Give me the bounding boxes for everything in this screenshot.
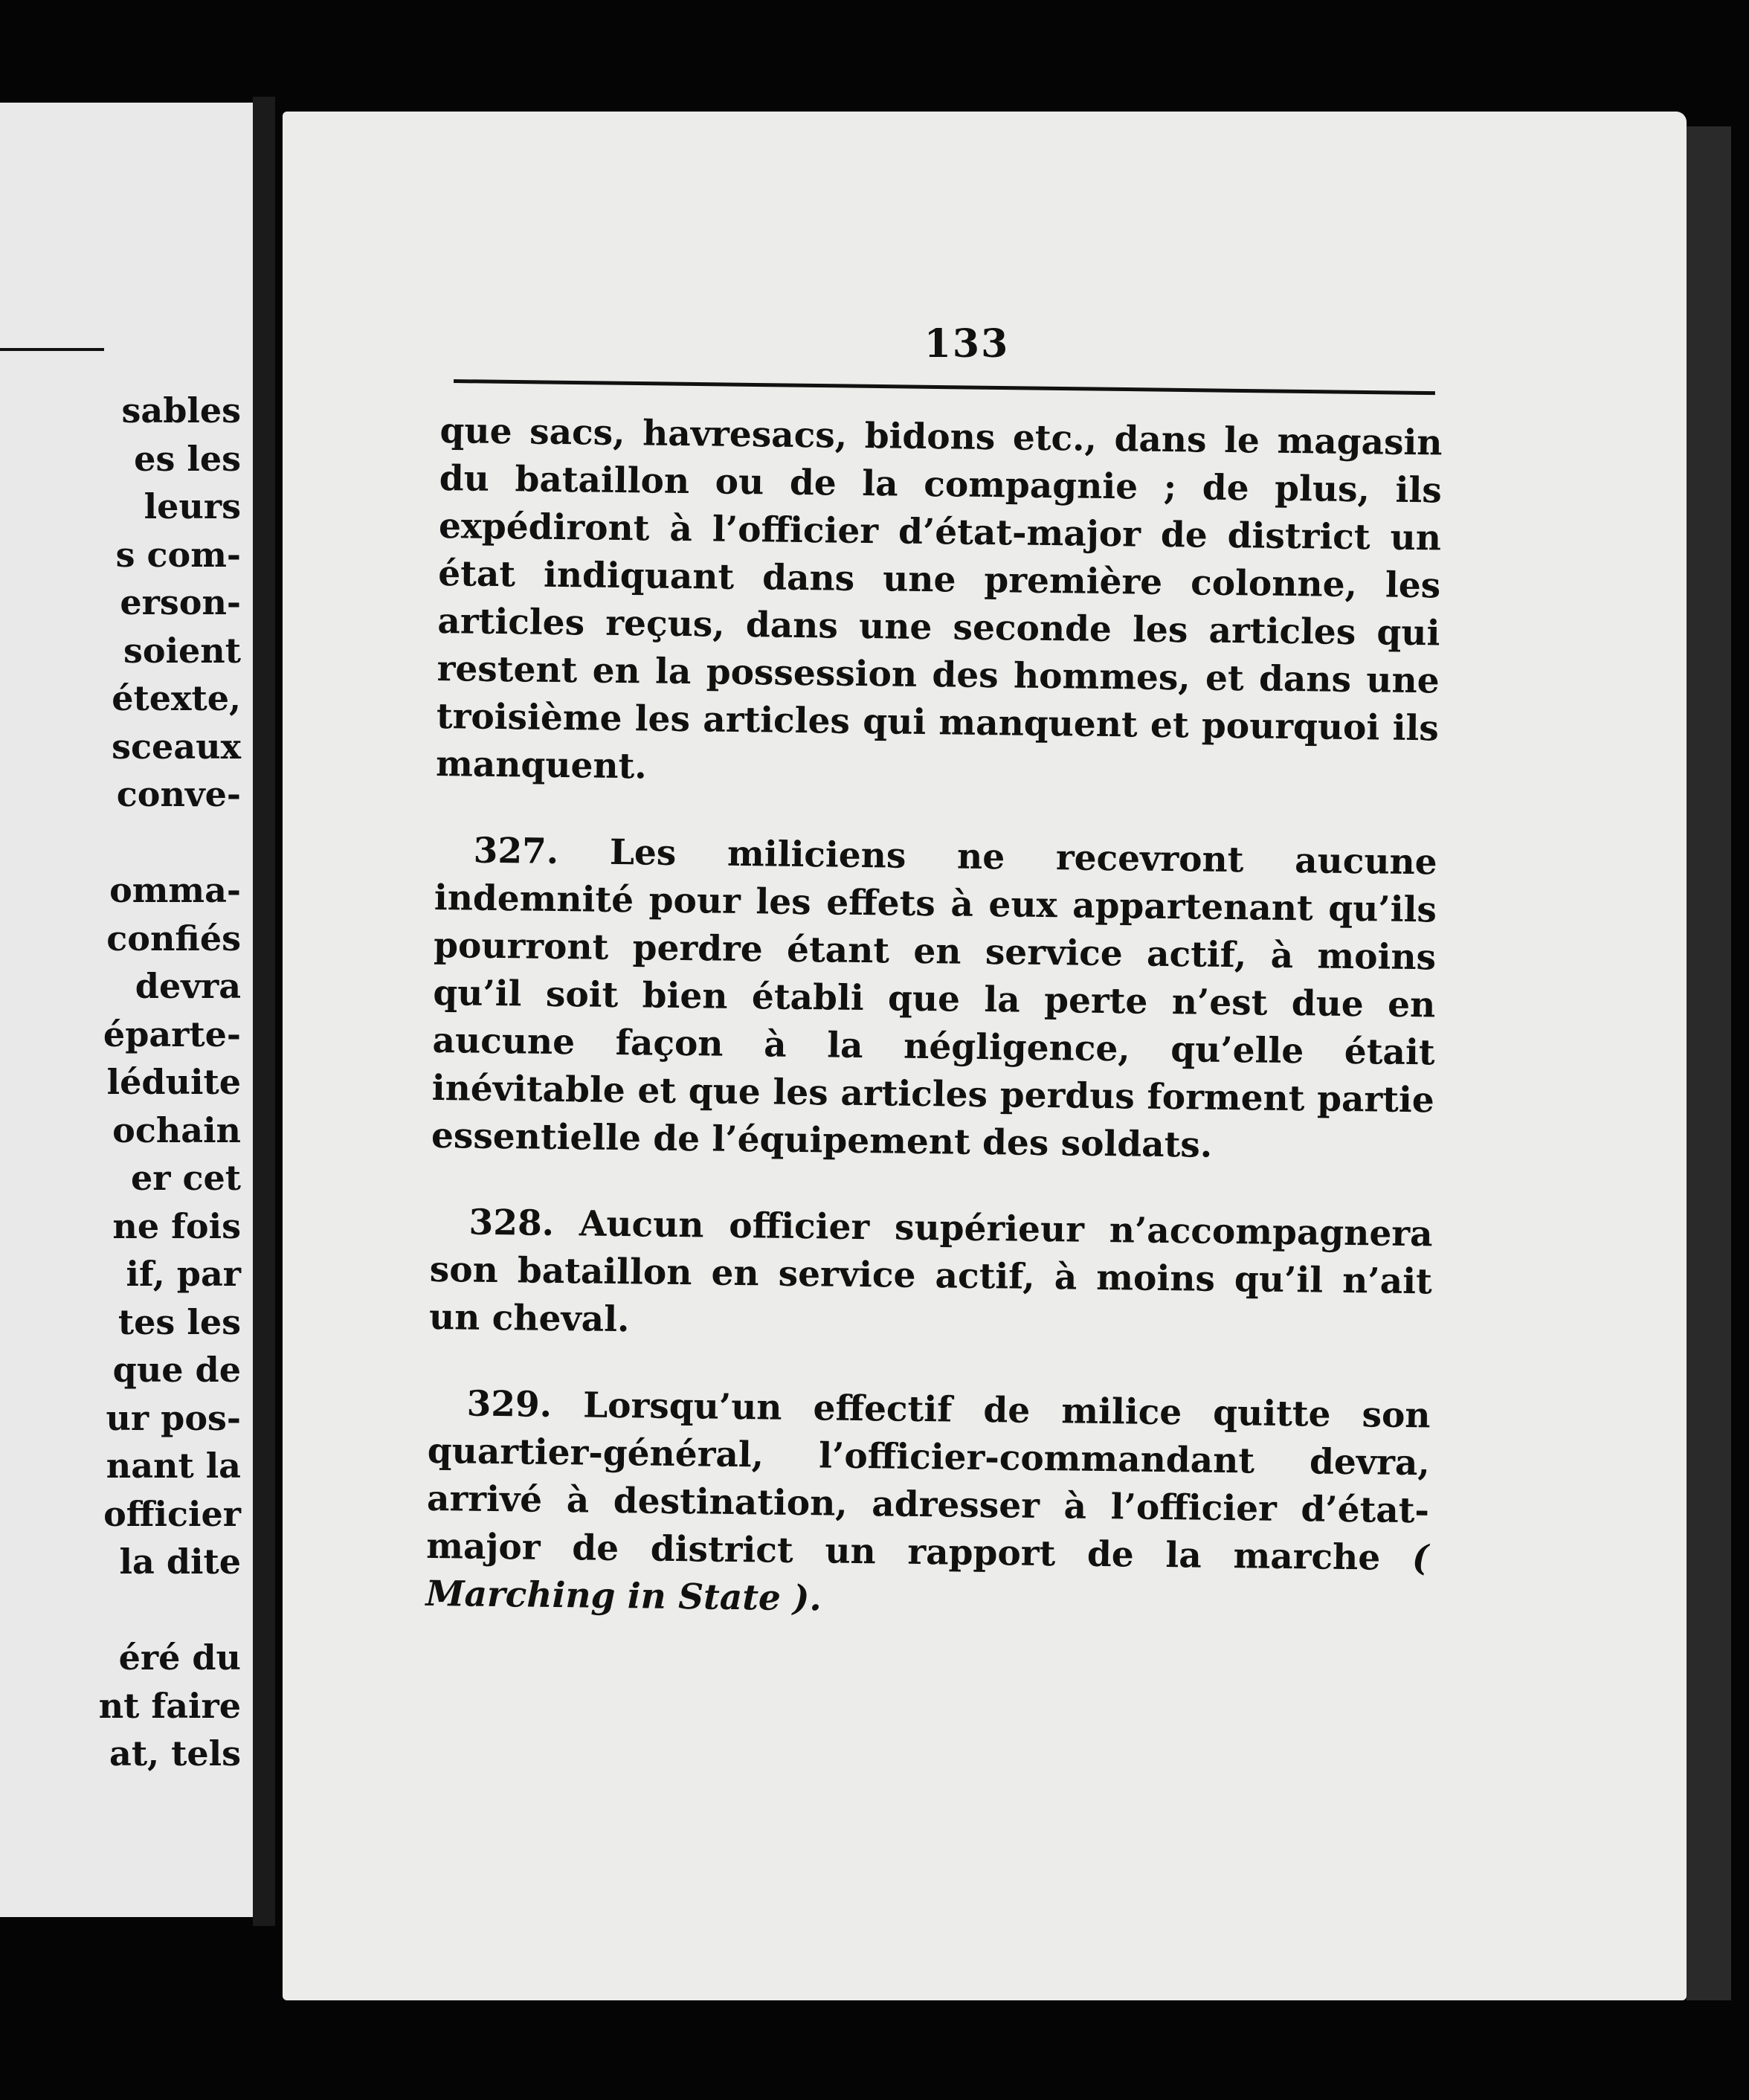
- text-line: confiés: [106, 918, 241, 959]
- paragraph-327: 327. Les miliciens ne recevront aucune indemnité pour les effets à eux appartenant qu’ils pourront perdre étant en service actif, à moins qu’il soit bien établi que la perte n’est due en aucune façon à la négligence, qu’elle était inévitable et que les articles perdus forment partie essentielle de l’équipement des soldats.: [431, 830, 1437, 1166]
- page-body: [425, 408, 1442, 1669]
- text-line: officier: [103, 1493, 241, 1534]
- text-line: sceaux: [112, 726, 241, 767]
- text-line: sables: [121, 390, 241, 431]
- text-line: es les: [134, 438, 241, 479]
- text-line: léduite: [106, 1062, 241, 1102]
- text-line: soient: [123, 630, 241, 671]
- text-line: tes les: [117, 1301, 241, 1342]
- text-line: devra: [135, 966, 241, 1006]
- current-page: [283, 112, 1687, 2000]
- text-line: nant la: [106, 1446, 241, 1486]
- text-line: la dite: [119, 1542, 241, 1582]
- text-line: ur pos-: [106, 1397, 241, 1438]
- paragraph-329: [425, 1380, 1431, 1630]
- text-line: que de: [112, 1350, 241, 1390]
- text-line: ochain: [112, 1109, 241, 1150]
- text-line: ne fois: [112, 1205, 241, 1246]
- text-line: s com-: [115, 534, 241, 575]
- text-line: omma-: [109, 870, 241, 910]
- paragraph-gap: [99, 819, 241, 867]
- previous-page: [0, 103, 253, 1917]
- paragraph-continued: que sacs, havresacs, bidons etc., dans le magasin du bataillon ou de la compagnie ; de plus, ils expédiront à l’officier d’état-major de district un état indiquant dans une première colonne, les articles reçus, dans une seconde les articles qui restent en la possession des hommes, et dans une troisième les articles qui manquent et pourquoi ils manquent.: [435, 410, 1443, 788]
- paragraph-328: 328. Aucun officier supérieur n’accompagnera son bataillon en service actif, à moins qu’il n’ait un cheval.: [428, 1202, 1433, 1341]
- text-line: conve-: [116, 774, 241, 814]
- previous-page-text: [99, 387, 241, 1778]
- text-line: leurs: [144, 486, 241, 526]
- paragraph-329-text: 329. Lorsqu’un effectif de milice quitte son quartier-général, l’officier-commandant devra, arrivé à destination, adresser à l’officier d’état-major de district un rapport de la marche: [425, 1383, 1431, 1579]
- page-number: 133: [924, 321, 1010, 367]
- text-line: éparte-: [103, 1014, 241, 1054]
- page-edge-shadow: [1687, 126, 1731, 2000]
- text-line: erson-: [120, 582, 241, 622]
- text-line: étexte,: [112, 678, 241, 718]
- text-line: nt faire: [98, 1685, 241, 1726]
- text-line: at, tels: [109, 1733, 241, 1774]
- book-gutter: [253, 97, 275, 1926]
- page-header-rule: [454, 379, 1435, 395]
- text-line: er cet: [130, 1158, 241, 1198]
- paragraph-329-italic: ( Marching in State ).: [425, 1538, 1429, 1620]
- text-line: éré du: [118, 1637, 241, 1678]
- previous-page-header-rule: [0, 348, 104, 351]
- paragraph-gap: [99, 1586, 241, 1634]
- text-line: if, par: [126, 1254, 241, 1294]
